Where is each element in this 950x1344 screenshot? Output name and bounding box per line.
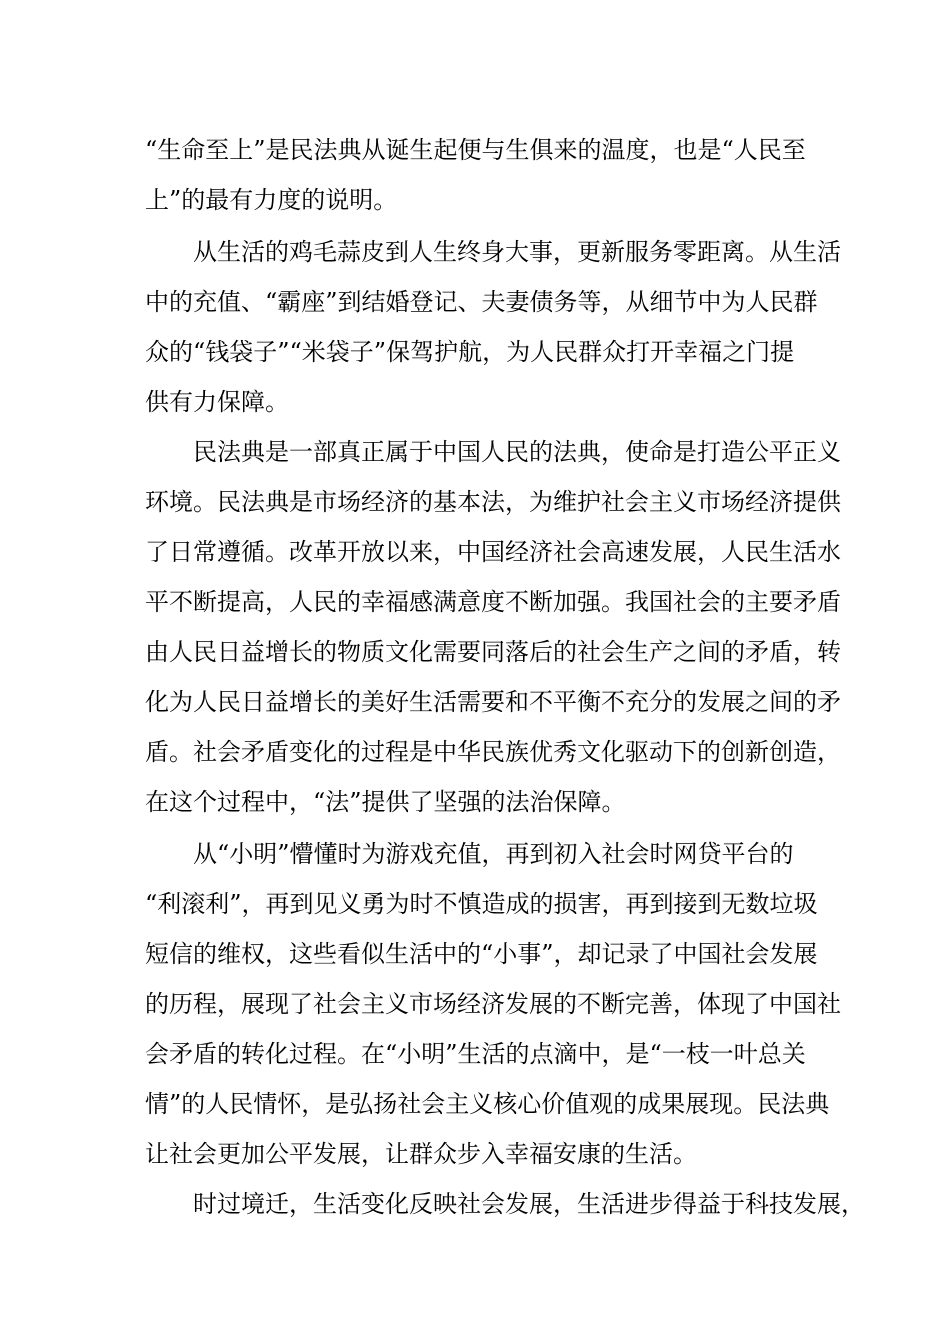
text-line: “生命至上”是民法典从诞生起便与生俱来的温度，也是“人民至 (145, 136, 806, 164)
text-line: 由人民日益增长的物质文化需要同落后的社会生产之间的矛盾，转 (145, 638, 841, 666)
text-line: “利滚利”，再到见义勇为时不慎造成的损害，再到接到无数垃圾 (145, 890, 818, 918)
text-line: 短信的维权，这些看似生活中的“小事”，却记录了中国社会发展 (145, 940, 818, 968)
text-line: 在这个过程中，“法”提供了坚强的法治保障。 (145, 788, 626, 816)
paragraph-first-line: 民法典是一部真正属于中国人民的法典，使命是打造公平正义 (193, 438, 841, 466)
text-line: 上”的最有力度的说明。 (145, 186, 398, 214)
text-line: 中的充值、“霸座”到结婚登记、夫妻债务等，从细节中为人民群 (145, 288, 818, 316)
text-line: 情”的人民情怀，是弘扬社会主义核心价值观的成果展现。民法典 (145, 1090, 830, 1118)
text-line: 环境。民法典是市场经济的基本法，为维护社会主义市场经济提供 (145, 488, 841, 516)
text-line: 了日常遵循。改革开放以来，中国经济社会高速发展，人民生活水 (145, 538, 841, 566)
text-line: 让社会更加公平发展，让群众步入幸福安康的生活。 (145, 1140, 697, 1168)
text-line: 供有力保障。 (145, 388, 289, 416)
paragraph-first-line: 从生活的鸡毛蒜皮到人生终身大事，更新服务零距离。从生活 (193, 238, 841, 266)
paragraph-first-line: 从“小明”懵懂时为游戏充值，再到初入社会时网贷平台的 (193, 840, 794, 868)
text-line: 盾。社会矛盾变化的过程是中华民族优秀文化驱动下的创新创造， (145, 738, 841, 766)
text-line: 化为人民日益增长的美好生活需要和不平衡不充分的发展之间的矛 (145, 688, 841, 716)
text-line: 众的“钱袋子”“米袋子”保驾护航，为人民群众打开幸福之门提 (145, 338, 795, 366)
text-line: 的历程，展现了社会主义市场经济发展的不断完善，体现了中国社 (145, 990, 841, 1018)
text-line: 平不断提高，人民的幸福感满意度不断加强。我国社会的主要矛盾 (145, 588, 841, 616)
paragraph-first-line: 时过境迁，生活变化反映社会发展，生活进步得益于科技发展， (193, 1190, 865, 1218)
text-line: 会矛盾的转化过程。在“小明”生活的点滴中，是“一枝一叶总关 (145, 1040, 806, 1068)
